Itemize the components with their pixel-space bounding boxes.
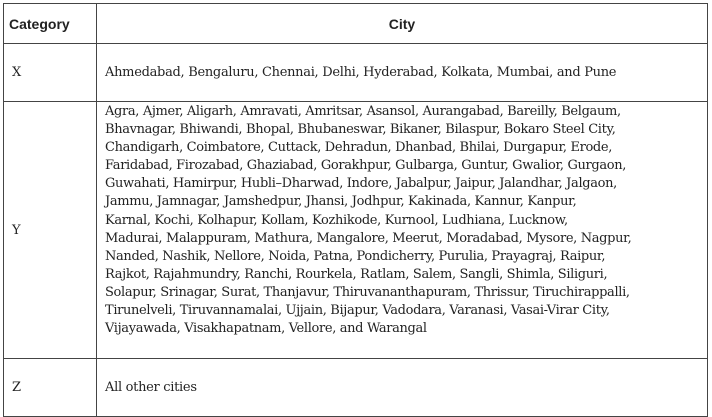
cities-line: Vijayawada, Visakhapatnam, Vellore, and Warangal bbox=[105, 321, 427, 337]
cities-line: Rajkot, Rajahmundry, Ranchi, Rourkela, Ratlam, Salem, Sangli, Shimla, Siliguri, bbox=[105, 266, 608, 282]
cities-cell bbox=[97, 359, 708, 417]
table-row bbox=[4, 359, 708, 417]
cities-line: Agra, Ajmer, Aligarh, Amravati, Amritsar, Asansol, Aurangabad, Bareilly, Belgaum, bbox=[105, 104, 621, 119]
cities-line: Jammu, Jamnagar, Jamshedpur, Jhansi, Jodhpur, Kakinada, Kannur, Kanpur, bbox=[105, 194, 577, 210]
table-row bbox=[4, 44, 708, 102]
cities-line: Tirunelveli, Tiruvannamalai, Ujjain, Bijapur, Vadodara, Varanasi, Vasai-Virar City, bbox=[105, 303, 610, 319]
cities-line: Nanded, Nashik, Nellore, Noida, Patna, Pondicherry, Purulia, Prayagraj, Raipur, bbox=[105, 248, 606, 264]
header-category: Category bbox=[4, 4, 97, 44]
cities-line: Madurai, Malappuram, Mathura, Mangalore, Meerut, Moradabad, Mysore, Nagpur, bbox=[105, 230, 632, 246]
cities-line: Solapur, Srinagar, Surat, Thanjavur, Thiruvananthapuram, Thrissur, Tiruchirappalli, bbox=[105, 284, 630, 300]
cities-line: Bhavnagar, Bhiwandi, Bhopal, Bhubaneswar, Bikaner, Bilaspur, Bokaro Steel City, bbox=[105, 122, 616, 138]
category-cell: Z bbox=[4, 359, 97, 417]
cities-line: Karnal, Kochi, Kolhapur, Kollam, Kozhikode, Kurnool, Ludhiana, Lucknow, bbox=[105, 212, 568, 228]
category-cell: Y bbox=[4, 102, 97, 359]
header-city: City bbox=[97, 4, 708, 44]
table-header-row bbox=[4, 4, 708, 44]
cities-text: All other cities bbox=[105, 380, 197, 395]
city-category-table bbox=[3, 3, 708, 417]
table-row bbox=[4, 102, 708, 359]
cities-line: Guwahati, Hamirpur, Hubli–Dharwad, Indore, Jabalpur, Jaipur, Jalandhar, Jalgaon, bbox=[105, 176, 617, 192]
cities-cell bbox=[97, 44, 708, 102]
cities-line: Faridabad, Firozabad, Ghaziabad, Gorakhpur, Gulbarga, Guntur, Gwalior, Gurgaon, bbox=[105, 158, 627, 174]
cities-line: Chandigarh, Coimbatore, Cuttack, Dehradun, Dhanbad, Bhilai, Durgapur, Erode, bbox=[105, 140, 613, 156]
cities-text: Ahmedabad, Bengaluru, Chennai, Delhi, Hyderabad, Kolkata, Mumbai, and Pune bbox=[105, 65, 617, 80]
cities-cell bbox=[97, 102, 708, 359]
category-cell: X bbox=[4, 44, 97, 102]
